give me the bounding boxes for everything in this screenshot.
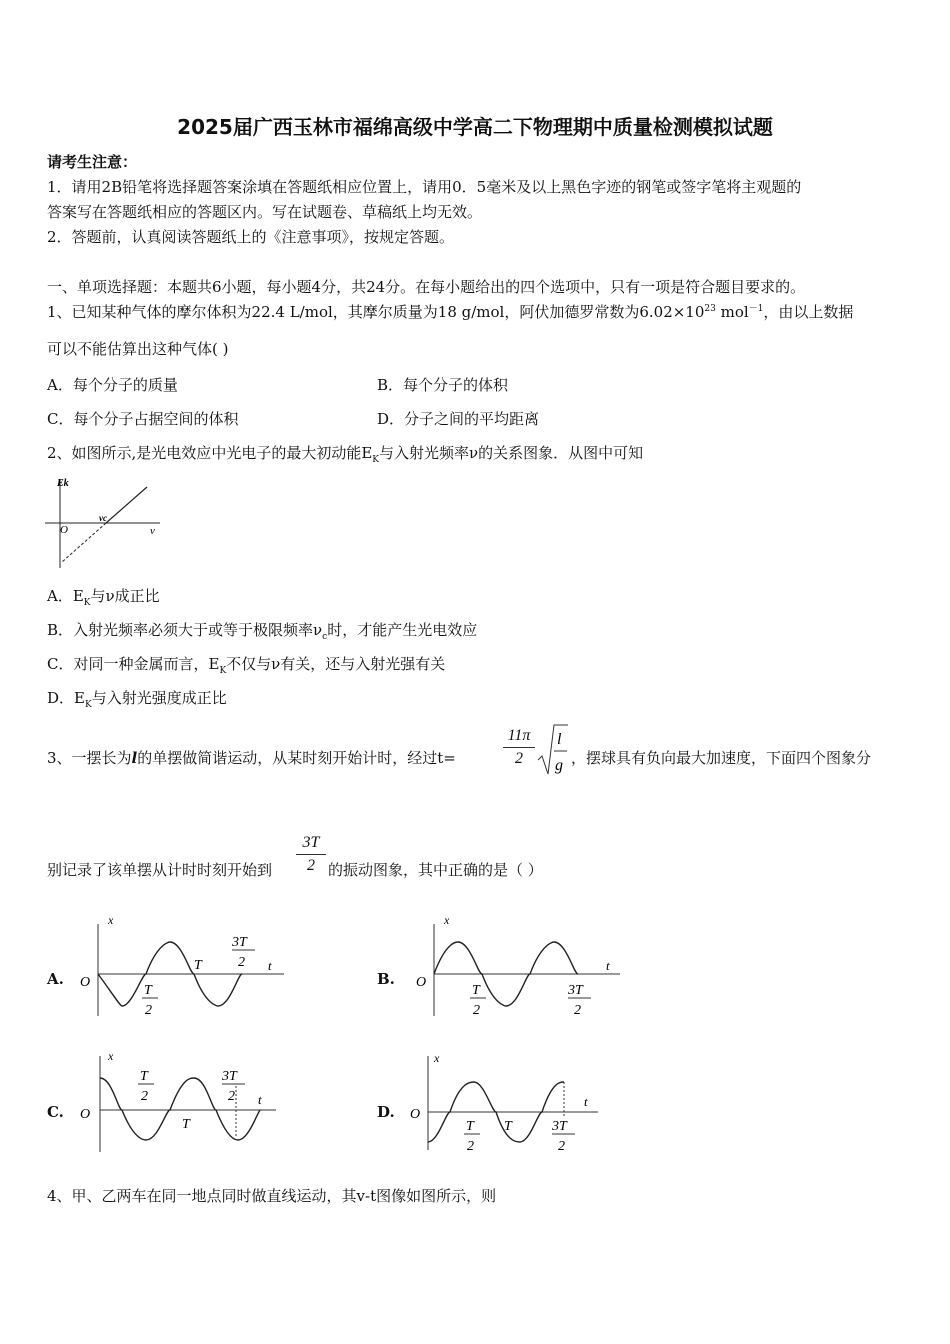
q2-stem (47, 444, 643, 466)
q2-c-1: C．对同一种金属而言，E (47, 655, 220, 673)
graph-b-three-den: 2 (574, 1003, 581, 1018)
q3-label-d: D. (377, 1103, 395, 1121)
section-heading: 一、单项选择题：本题共6小题，每小题4分，共24分。在每小题给出的四个选项中，只有一项是符合题目要求的。 (47, 278, 806, 296)
q3-frac2-den: 2 (307, 856, 315, 874)
q1-exp: 23 (704, 304, 716, 314)
q3-graph-c (72, 1046, 292, 1156)
q3-sqrt-sign (538, 725, 568, 774)
q3-frac-den: 2 (515, 749, 523, 767)
page-title: 2025届广西玉林市福绵高级中学高二下物理期中质量检测模拟试题 (177, 115, 773, 139)
notice-line-1a: 1．请用2B铅笔将选择题答案涂填在答题纸相应位置上，请用0．5毫米及以上黑色字迹的钢笔或签字笔将主观题的 (47, 178, 802, 196)
graph-a-three-num: 3T (232, 935, 247, 950)
graph-a-tlabel: t (268, 958, 272, 973)
notice-line-2: 2．答题前，认真阅读答题纸上的《注意事项》，按规定答题。 (47, 228, 455, 246)
q2-b-2: 时，才能产生光电效应 (327, 621, 478, 639)
graph-a-half-den: 2 (145, 1003, 152, 1018)
graph-b-half-den: 2 (473, 1003, 480, 1018)
q3-stem-b: 的单摆做简谐运动，从某时刻开始计时，经过t= (137, 749, 456, 767)
q2-origin: O (60, 524, 68, 536)
graph-d-xlabel: x (434, 1051, 440, 1065)
q3-stem-e: 的振动图象，其中正确的是（ ） (328, 861, 543, 879)
q2-c-2: 不仅与ν有关，还与入射光强有关 (226, 655, 446, 673)
q2-option-a (47, 587, 160, 609)
q2-stem-a: 2、如图所示,是光电效应中光电子的最大初动能E (47, 444, 373, 462)
q2-b-sub: c (322, 632, 328, 642)
q3-label-c: C. (47, 1103, 64, 1121)
q3-frac-num: 11π (507, 727, 531, 744)
q2-d-2: 与入射光强度成正比 (91, 689, 227, 707)
graph-d-origin: O (410, 1107, 421, 1122)
q3-frac2-num: 3T (302, 834, 320, 851)
q3-sqrt (536, 722, 570, 778)
q2-b-1: B．入射光频率必须大于或等于极限频率ν (47, 621, 323, 639)
q1-exp2: －1 (748, 304, 764, 314)
q3-stem-line1 (47, 749, 456, 767)
graph-b-tlabel: t (606, 958, 610, 973)
q2-dashed-line (62, 523, 106, 562)
q1-stem-b: mol (715, 303, 749, 321)
graph-a-origin: O (80, 975, 91, 990)
q2-option-b (47, 621, 477, 643)
graph-d-three-den: 2 (558, 1139, 565, 1154)
q3-fraction (503, 727, 535, 767)
q3-sqrt-num: l (557, 731, 562, 748)
q4-stem: 4、甲、乙两车在同一地点同时做直线运动，其v-t图像如图所示，则 (47, 1187, 497, 1205)
q3-graph-d (402, 1046, 622, 1156)
graph-c-three-num: 3T (222, 1069, 237, 1084)
q3-l: l (131, 749, 138, 767)
graph-b-half-num: T (472, 983, 480, 998)
q2-ylabel: Ek (57, 478, 69, 489)
q2-mark: νc (99, 513, 107, 523)
graph-c-half-den: 2 (141, 1089, 148, 1104)
q2-option-d (47, 689, 227, 711)
q1-option-a: A．每个分子的质量 (47, 376, 178, 394)
graph-b-three-num: 3T (568, 983, 583, 998)
q2-a-2: 与ν成正比 (90, 587, 160, 605)
graph-a-xlabel: x (108, 913, 114, 927)
q3-stem-c: ，摆球具有负向最大加速度，下面四个图象分 (571, 749, 872, 767)
notice-heading: 请考生注意： (47, 153, 138, 171)
q1-stem-a: 1、已知某种气体的摩尔体积为22.4 L/mol，其摩尔质量为18 g/mol，阿伏加德罗常数为6.02×10 (47, 303, 705, 321)
q3-stem-a: 3、一摆长为 (47, 749, 132, 767)
graph-c-three-den: 2 (228, 1089, 235, 1104)
q3-fraction-2 (296, 834, 326, 874)
q2-d-sub: K (84, 700, 92, 710)
graph-c-half-num: T (140, 1069, 148, 1084)
q2-d-1: D．E (47, 689, 85, 707)
q2-a-1: A．E (47, 587, 84, 605)
q3-graph-a (72, 912, 292, 1022)
graph-b-xlabel: x (444, 913, 450, 927)
q2-stem-sub: K (372, 455, 379, 465)
graph-a-T: T (194, 958, 202, 973)
q2-stem-b: 与入射光频率ν的关系图象．从图中可知 (379, 444, 644, 462)
q1-option-d: D．分子之间的平均距离 (377, 410, 540, 428)
graph-c-xlabel: x (108, 1049, 114, 1063)
q2-graph (40, 472, 170, 572)
q2-xlabel: ν (150, 525, 155, 537)
graph-c-tlabel: t (258, 1092, 262, 1107)
notice-line-1b: 答案写在答题纸相应的答题区内。写在试题卷、草稿纸上均无效。 (47, 203, 483, 221)
graph-a-three-den: 2 (238, 955, 245, 970)
q3-graph-b (408, 912, 628, 1022)
graph-d-T: T (504, 1119, 512, 1134)
graph-b-origin: O (416, 975, 427, 990)
q3-sqrt-den: g (555, 757, 563, 774)
q1-stem (47, 303, 853, 321)
q3-label-b: B. (377, 970, 395, 988)
graph-c-T: T (182, 1117, 190, 1132)
graph-d-half-num: T (466, 1119, 474, 1134)
q2-c-sub: K (219, 666, 227, 676)
q3-label-a: A. (47, 970, 64, 988)
q2-a-sub: K (83, 598, 91, 608)
graph-a-half-num: T (144, 983, 152, 998)
q2-line (106, 487, 147, 523)
q1-option-c: C．每个分子占据空间的体积 (47, 410, 239, 428)
q3-stem-d: 别记录了该单摆从计时时刻开始到 (47, 861, 273, 879)
q2-option-c (47, 655, 445, 677)
q1-stem-c: ，由以上数据 (763, 303, 854, 321)
graph-d-three-num: 3T (552, 1119, 567, 1134)
graph-c-origin: O (80, 1107, 91, 1122)
graph-d-half-den: 2 (467, 1139, 474, 1154)
q1-stem-d: 可以不能估算出这种气体( ) (47, 340, 229, 358)
q1-option-b: B．每个分子的体积 (377, 376, 509, 394)
graph-d-tlabel: t (584, 1094, 588, 1109)
